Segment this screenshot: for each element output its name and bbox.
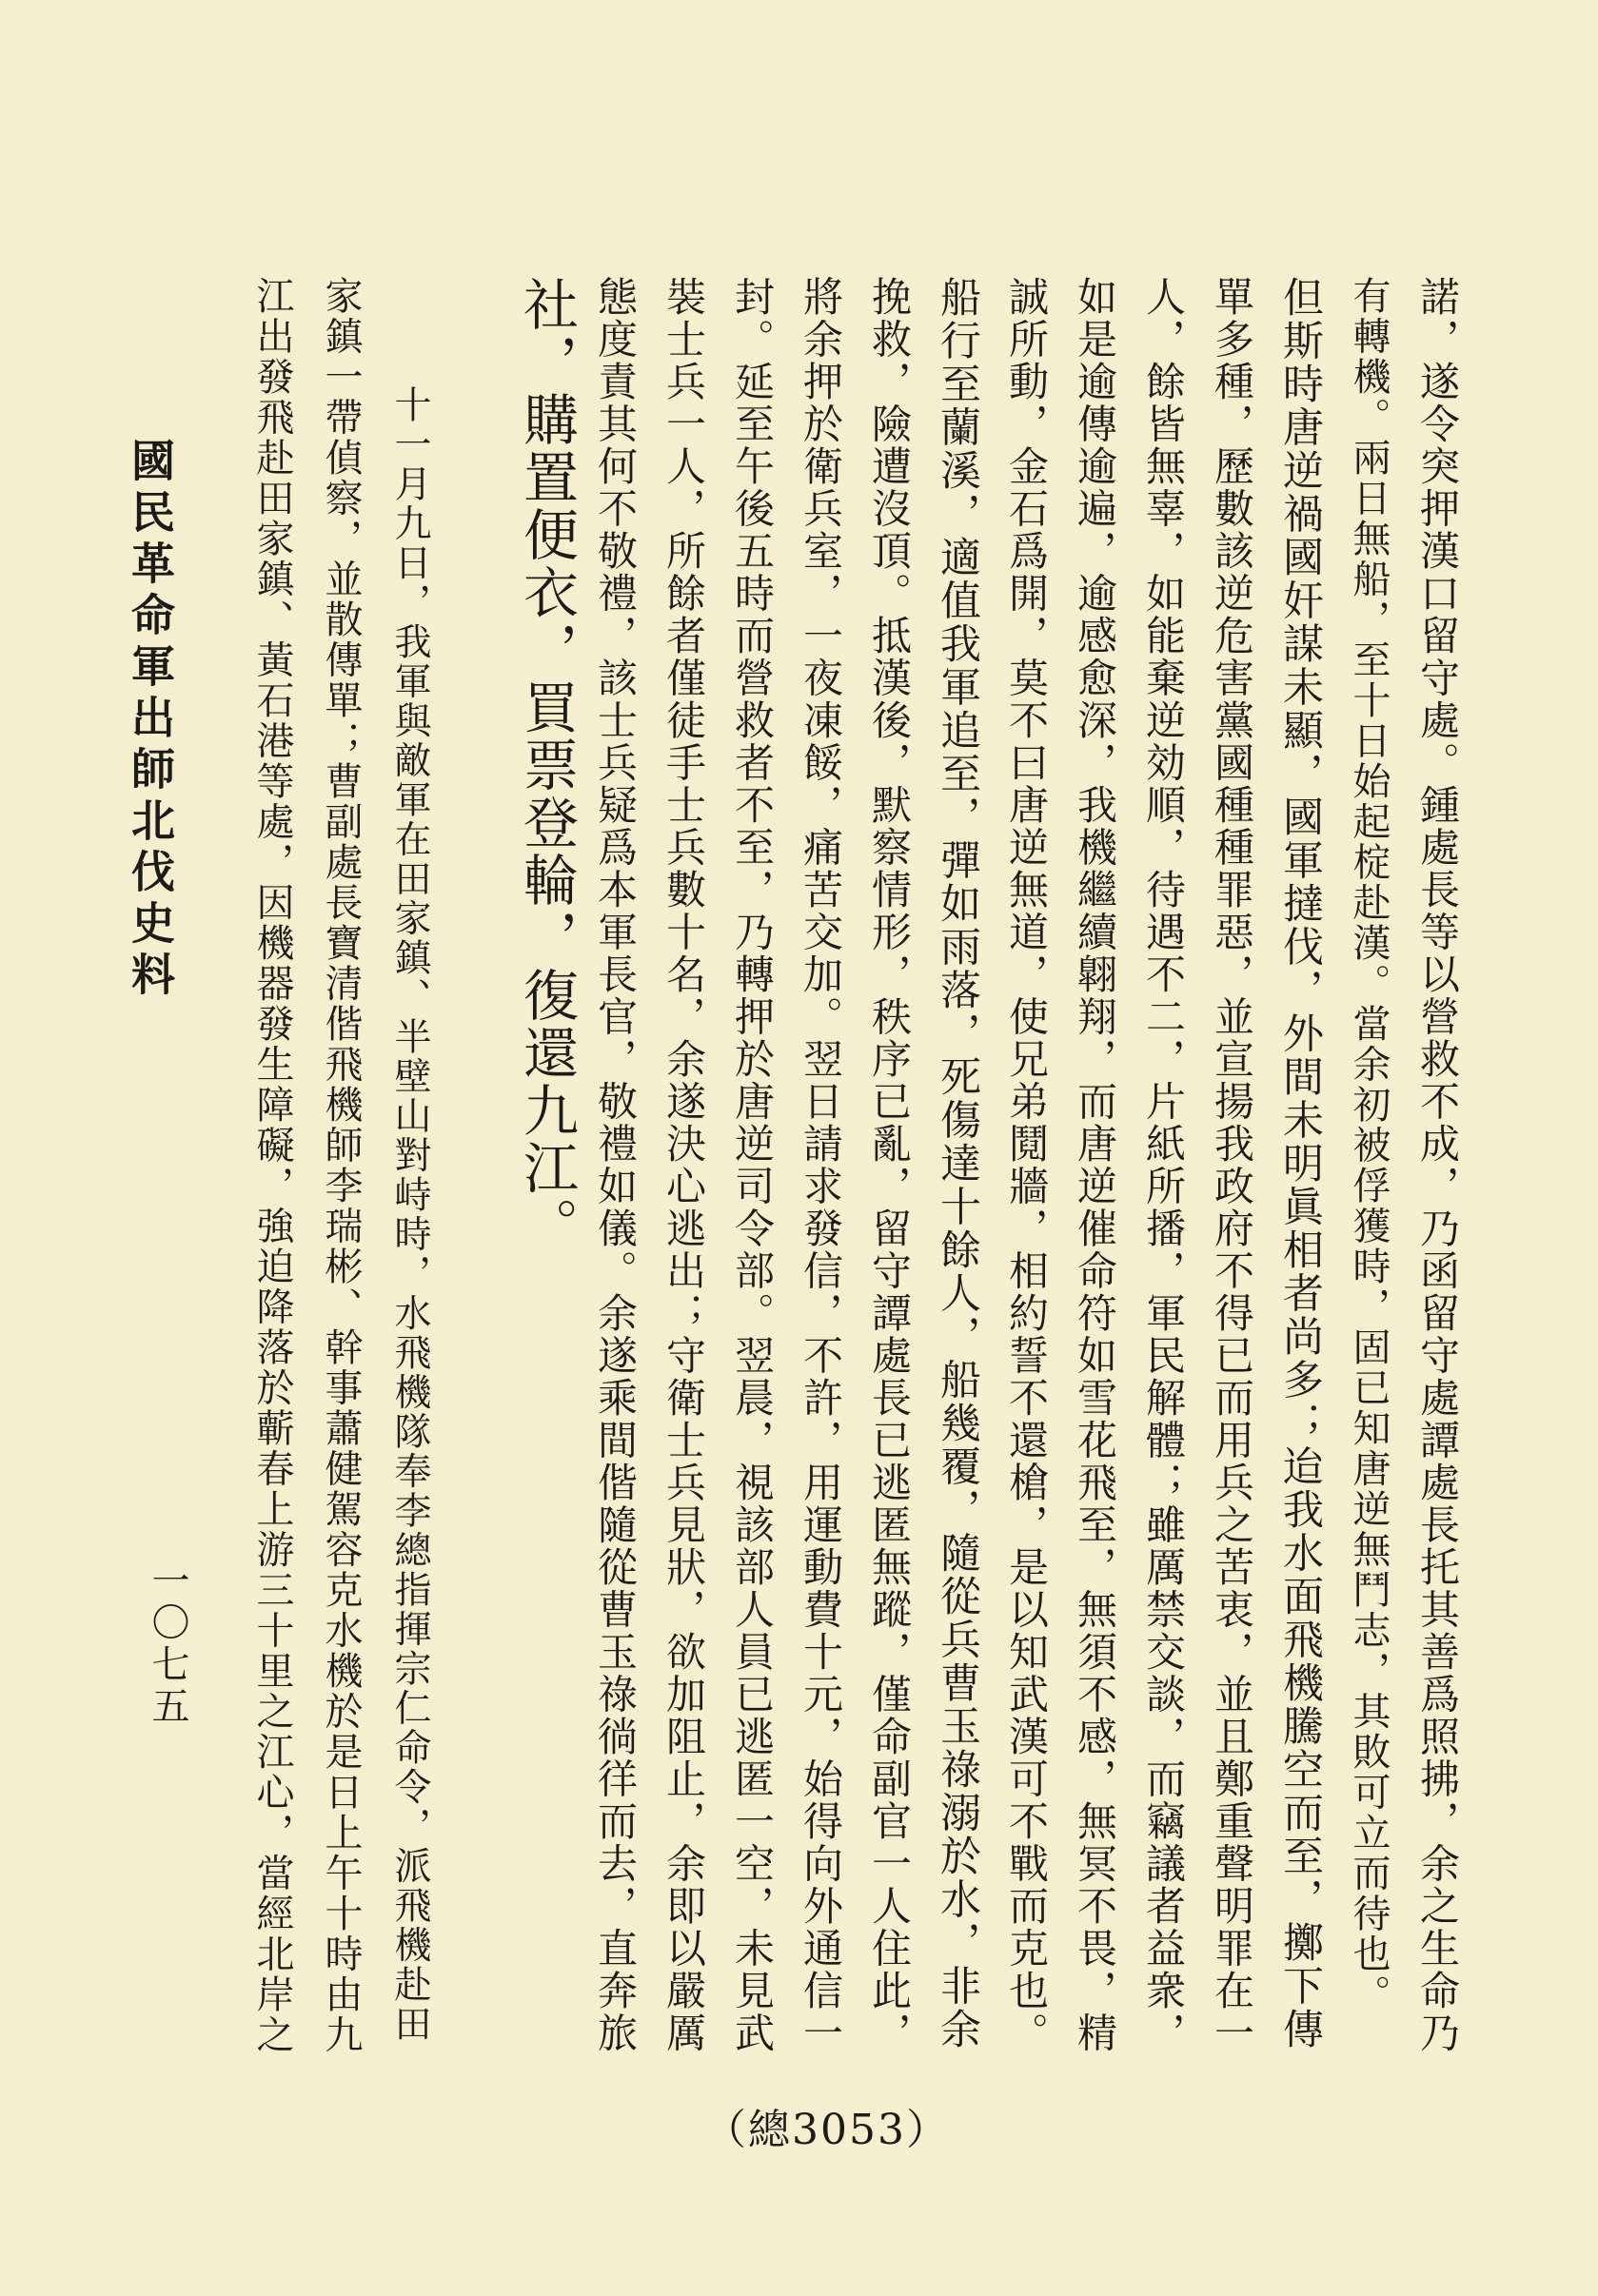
text-column-3: 但斯時唐逆禍國奸謀未顯，國軍撻伐，外間未明眞相者尚多；迨我水面飛機騰空而至，擲下傳 [1276,276,1324,2051]
text-column-4: 單多種，歷數該逆危害黨國種種罪惡，並宣揚我政府不得已而用兵之苦衷，並且鄭重聲明罪在一 [1209,276,1255,2054]
text-column-5: 人，餘皆無辜，如能棄逆効順，待遇不二，片紙所播，軍民解體；雖厲禁交談，而竊議者益衆， [1140,276,1187,2054]
text-column-11: 封。延至午後五時而營救者不至，乃轉押於唐逆司令部。翌晨，視該部人員已逃匿一空，未見武 [729,276,776,2054]
running-title: 國民革命軍出師北伐史料 [125,438,176,1003]
text-column-17: 江出發飛赴田家鎮、黃石港等處，因機器發生障礙，強迫降落於蘄春上游三十里之江心，當經北岸之 [250,276,294,2055]
total-page-number: （總3053） [704,2106,950,2154]
text-column-1: 諾，遂令突押漢口留守處。鍾處長等以營救不成，乃函留守處譚處長托其善爲照拂，余之生命乃 [1414,276,1461,2054]
text-column-10: 將余押於衛兵室，一夜凍餒，痛苦交加。翌日請求發信，不許，用運動費十元，始得向外通信一 [798,276,844,2054]
text-column-7: 誠所動，金石爲開，莫不曰唐逆無道，使兄弟鬩牆，相約誓不還槍，是以知武漢可不戰而克也。 [1003,276,1050,2054]
text-column-16: 家鎮一帶偵察，並散傳單；曹副處長寶清偕飛機師李瑞彬、幹事蕭健駕容克水機於是日上午十時由九 [319,276,363,2055]
text-column-2: 有轉機。兩日無船，至十日始起椗赴漢。當余初被俘獲時，固已知唐逆無鬥志，其敗可立而待也。 [1347,276,1391,2015]
text-column-6: 如是逾傳逾遍，逾感愈深，我機繼續翺翔，而唐逆催命符如雪花飛至，無須不感，無冥不畏，精 [1072,276,1118,2054]
text-column-15: 十一月九日，我軍與敵軍在田家鎮、半壁山對峙時，水飛機隊奉李總指揮宗仁命令，派飛機赴田 [388,385,431,2044]
text-column-13: 態度責其何不敬禮，該士兵疑爲本軍長官，敬禮如儀。余遂乘間偕隨從曹玉祿徜徉而去，直奔旅 [592,276,639,2054]
page-number: 一〇七五 [146,1560,189,1728]
text-column-9: 挽救，險遭沒頂。抵漢後，默察情形，秩序已亂，留守譚處長已逃匿無蹤，僅命副官一人住此， [866,276,913,2054]
text-column-12: 裝士兵一人，所餘者僅徒手士兵數十名，余遂決心逃出；守衛士兵見狀，欲加阻止，余即以嚴厲 [661,276,707,2054]
text-column-14: 社，購置便衣，買票登輪，復還九江。 [514,276,579,1255]
text-column-8: 船行至蘭溪，適值我軍追至，彈如雨落，死傷達十餘人，船幾覆，隨從兵曹玉祿溺於水，非余 [934,276,981,2051]
